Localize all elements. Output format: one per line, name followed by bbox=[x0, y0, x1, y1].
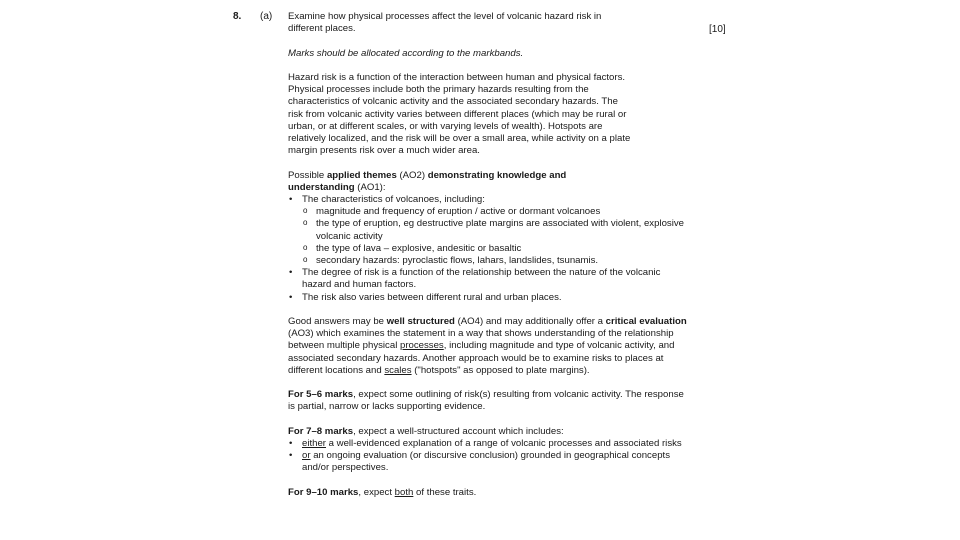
list-item: • The risk also varies between different rural and urban places. bbox=[288, 292, 688, 304]
list-item: o the type of lava – explosive, andesitic or basaltic bbox=[302, 243, 688, 255]
question-prompt: Examine how physical processes affect the level of volcanic hazard risk in different places. bbox=[288, 11, 602, 35]
themes-heading: Possible applied themes (AO2) demonstrating knowledge and understanding (AO1): bbox=[288, 169, 567, 193]
list-item: • or an ongoing evaluation (or discursive conclusion) grounded in geographical concepts and/or perspectives. bbox=[288, 450, 688, 474]
markscheme-content bbox=[288, 11, 688, 499]
list-item: o the type of eruption, eg destructive plate margins are associated with violent, explosive volcanic activity bbox=[302, 218, 688, 242]
sub-list bbox=[302, 206, 688, 267]
markband-9-10: For 9–10 marks, expect both of these traits. bbox=[288, 486, 477, 498]
themes-list bbox=[288, 194, 688, 304]
good-answers-paragraph: Good answers may be well structured (AO4) and may additionally offer a critical evaluation (AO3) which examines the statement in a way that shows understanding of the relationship between multiple physical processes, including magnitude and type of volcanic activity, and associated secondary hazards. Another approach would be to examine risks to places at different locations and scales ("hotspots" as opposed to plate margins). bbox=[288, 316, 687, 376]
list-item: • The characteristics of volcanoes, including: o magnitude and frequency of eruption / active or dormant volcanoes o the type of eruption, eg destructive plate margins are associated with violent, explosive volcanic activity o the type of lava – explosive, andesitic or basaltic o secondary hazards: pyroclastic flows, lahars, landslides, tsunamis. bbox=[288, 194, 688, 267]
markband-7-8-list bbox=[288, 438, 688, 475]
markband-5-6: For 5–6 marks, expect some outlining of risk(s) resulting from volcanic activity. The response is partial, narrow or lacks supporting evidence. bbox=[288, 389, 684, 413]
marks-total: [10] bbox=[709, 24, 726, 35]
markband-7-8: For 7–8 marks, expect a well-structured account which includes: bbox=[288, 425, 564, 437]
intro-paragraph: Hazard risk is a function of the interaction between human and physical factors. Physical processes include both the primary hazards resulting from the characteristics of volcanic activity and the associated secondary hazards. The risk from volcanic activity varies between different places (which may be rural or urban, or at different scales, or with varying levels of wealth). Hotspots are relatively localized, and the risk will be over a small area, while activity on a plate margin presents risk over a much wider area. bbox=[288, 71, 631, 157]
list-item: o secondary hazards: pyroclastic flows, lahars, landslides, tsunamis. bbox=[302, 255, 688, 267]
list-item: o magnitude and frequency of eruption / active or dormant volcanoes bbox=[302, 206, 688, 218]
question-number: 8. bbox=[233, 11, 242, 22]
question-part: (a) bbox=[260, 11, 273, 22]
marking-instruction: Marks should be allocated according to the markbands. bbox=[288, 47, 524, 59]
list-item: • The degree of risk is a function of the relationship between the nature of the volcanic hazard and human factors. bbox=[288, 267, 688, 291]
list-item: • either a well-evidenced explanation of a range of volcanic processes and associated risks bbox=[288, 438, 688, 450]
